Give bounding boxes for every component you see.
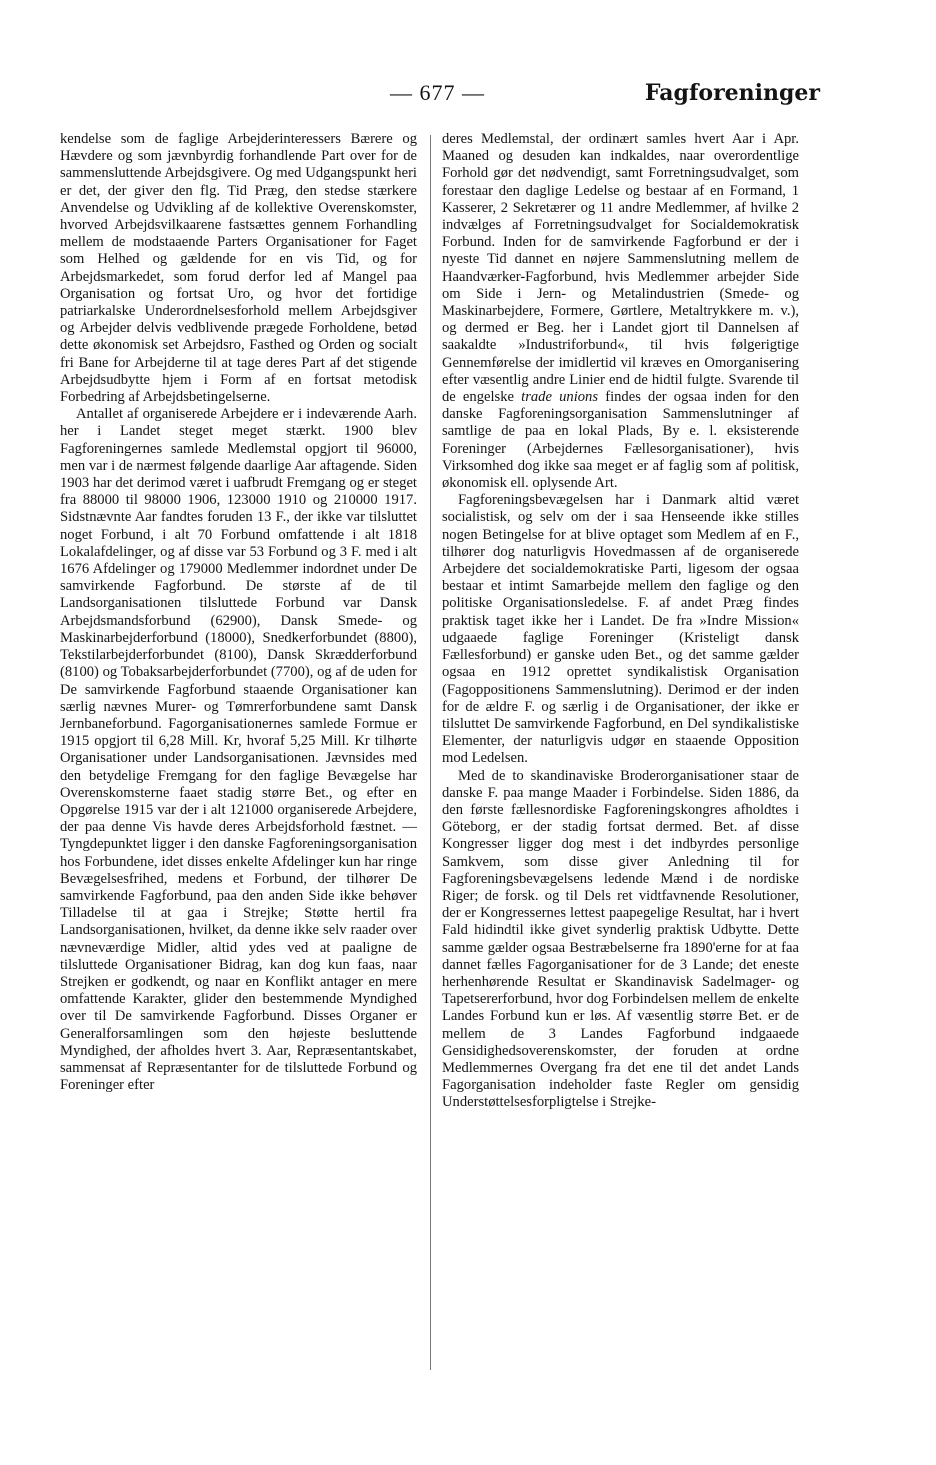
page-number: — 677 — bbox=[390, 80, 485, 105]
paragraph bbox=[442, 131, 799, 492]
right-column bbox=[442, 131, 799, 1112]
paragraph-text: deres Medlemstal, der ordinært samles hvert Aar i Apr. Maaned og desuden kan indkaldes, naar overordentlige Forhold gør det nødvendigt, samt Forretningsudvalget, som forestaar den daglige Ledelse og bestaar af en Formand, 1 Kasserer, 2 Sekretærer og 11 andre Medlemmer, af hvilke 2 indvælges af Forretningsudvalget for Socialdemokratisk Forbund. Inden for de samvirkende Fagforbund er der i nyeste Tid dannet en nøjere Sammenslutning mellem de Haandværker-Fagforbund, hvis Medlemmer arbejder Side om Side i Jern- og Metalindustrien (Smede- og Maskinarbejdere, Formere, Gørtlere, Metaltrykkere m. v.), og dermed er Beg. her i Landet gjort til Dannelsen af saakaldte »Industriforbund«, til hvis følgerigtige Gennemførelse der imidlertid vil kræves en Omorganisering efter væsentlig andre Linier end de hidtil fulgte. Svarende til de engelske bbox=[442, 131, 799, 406]
left-column bbox=[60, 131, 417, 1094]
paragraph: Fagforeningsbevægelsen har i Danmark altid været socialistisk, og selv om der i saa Henseende ikke stilles nogen Betingelse for at blive optaget som Medlem af en F., tilhører dog naturligvis Hovedmassen af de organiserede Arbejdere det socialdemokratiske Parti, ligesom der ogsaa bestaar et intimt Samarbejde mellem den faglige og den politiske Organisationsledelse. F. af andet Præg findes praktisk taget ikke her i Landet. De fra »Indre Mission« udgaaede faglige Foreninger (Kristeligt dansk Fællesforbund) er ganske uden Bet., og det samme gælder ogsaa en 1912 oprettet syndikalistisk Organisation (Fagoppositionens Sammenslutning). Derimod er der inden for de ældre F. og særlig i de Organisationer, der ikke er tilsluttet De samvirkende Fagforbund, en Del syndikalistiske Elementer, der naturligvis udgør en staaende Opposition mod Ledelsen. bbox=[442, 492, 799, 767]
paragraph-text: findes der ogsaa inden for den danske Fagforeningsorganisation Sammenslutninger af samtlige de paa en lokal Plads, By e. l. eksisterende Foreninger (Arbejdernes Fællesorganisationer), hvis Virksomhed dog ikke saa meget er af faglig som af politisk, økonomisk ell. oplysende Art. bbox=[442, 389, 800, 492]
paragraph: Med de to skandinaviske Broderorganisationer staar de danske F. paa mange Maader i Forbindelse. Siden 1886, da den første fællesnordiske Fagforeningskongres afholdtes i Göteborg, er der stadig fortsat dermed. Bet. af disse Kongresser ligger dog mest i det indbyrdes personlige Samkvem, som disse giver Anledning til for Fagforeningsbevægelsens ledende Mænd i de nordiske Riger; de forsk. og til Dels ret vidtfavnende Resolutioner, der er Kongressernes lettest paapegelige Resultat, har i hvert Fald hidindtil ikke givet synderlig praktisk Udbytte. Dette samme gælder ogsaa Bestræbelserne fra 1890'erne for at faa dannet fælles Fagorganisationer for de 3 Lande; det eneste herhenhørende Resultat er Skandinavisk Sadelmager- og Tapetsererforbund, hvor dog Forbindelsen mellem de enkelte Landes Forbund kun er løs. Af væsentlig større Bet. er de mellem de 3 Landes Fagforbund indgaaede Gensidighedsoverenskomster, der foruden at ordne Medlemmernes Overgang fra det ene til det andet Lands Fagorganisation indeholder faste Regler om gensidig Understøttelsesforpligtelse i Strejke- bbox=[442, 767, 799, 1111]
paragraph: Antallet af organiserede Arbejdere er i indeværende Aarh. her i Landet steget meget stærkt. 1900 blev Fagforeningernes samlede Medlemstal opgjort til 96000, men var i de nærmest følgende daarlige Aar aftagende. Siden 1903 har det derimod været i uafbrudt Fremgang og er steget fra 88000 til 98000 1906, 123000 1910 og 210000 1917. Sidstnævnte Aar fandtes foruden 13 F., der ikke var tilsluttet noget Forbund, i alt 70 Forbund omfattende i alt 1818 Lokalafdelinger, og af disse var 53 Forbund og 3 F. med i alt 1676 Afdelinger og 179000 Medlemmer indordnet under De samvirkende Fagforbund. De største af de til Landsorganisationen tilsluttede Forbund var Dansk Arbejdsmandsforbund (62900), Dansk Smede- og Maskinarbejderforbund (18000), Snedkerforbundet (8800), Tekstilarbejderforbundet (8100), Dansk Skrædderforbund (8100) og Tobaksarbejderforbundet (7700), og af de uden for De samvirkende Fagforbund staaende Organisationer kan særlig nævnes Murer- og Tømrerforbundene samt Dansk Jernbaneforbund. Fagorganisationernes samlede Formue er 1915 opgjort til 6,28 Mill. Kr, hvoraf 5,25 Mill. Kr tilhørte Organisationer under Landsorganisationen. Jævnsides med den betydelige Fremgang for den faglige Bevægelse har Overenskomsterne faaet stadig større Bet., og efter en Opgørelse 1915 var der i alt 121000 organiserede Arbejdere, der paa denne Vis havde deres Arbejdsforhold fæstnet. — Tyngdepunktet ligger i den danske Fagforeningsorganisation hos Forbundene, idet disses enkelte Afdelinger kun har ringe Bevægelsesfrihed, medens et Forbund, der tilhører De samvirkende Fagforbund, paa den anden Side ikke behøver Tilladelse til at gaa i Strejke; Støtte hertil fra Landsorganisationen, hvilket, da denne ikke selv raader over nævneværdige Midler, altid ydes ved at paaligne de tilsluttede Organisationer Bidrag, kan dog kun faas, naar Strejken er godkendt, og naar en Konflikt antager en mere omfattende Karakter, glider den bestemmende Myndighed over til De samvirkende Fagforbund. Disses Organer er Generalforsamlingen som den højeste besluttende Myndighed, der afholdes hvert 3. Aar, Repræsentantskabet, sammensat af Repræsentanter for de tilsluttede Forbund og Foreninger efter bbox=[60, 406, 417, 1094]
column-divider bbox=[430, 135, 431, 1370]
running-head: Fagforeninger bbox=[644, 80, 820, 106]
page-header bbox=[60, 80, 820, 112]
paragraph: kendelse som de faglige Arbejderinteressers Bærere og Hævdere og som jævnbyrdig forhandlende Part over for de sammensluttende Arbejdsgivere. Og med Udgangspunkt heri er det, der giver den flg. Tid Præg, den stedse stærkere Anvendelse og Udvikling af de kollektive Overenskomster, hvorved Arbejdsvilkaarene fastsættes gennem Forhandling mellem de modstaaende Parters Organisationer for Faget som Helhed og gældende for en vis Tid, og for Arbejdsmarkedet, som forud derfor led af Mangel paa Organisation og fortsat Uro, og hvor det fortidige patriarkalske Underordnelsesforhold mellem Arbejdsgiver og Arbejder delvis vedblivende prægede Forholdene, betød dette økonomisk set Arbejdsro, Fasthed og Orden og socialt fri Bane for Arbejderne til at tage deres Part af det stigende Arbejdsudbytte hjem i Form af en fortsat metodisk Forbedring af Arbejdsbetingelserne. bbox=[60, 131, 417, 406]
italic-term: trade unions bbox=[521, 389, 599, 406]
